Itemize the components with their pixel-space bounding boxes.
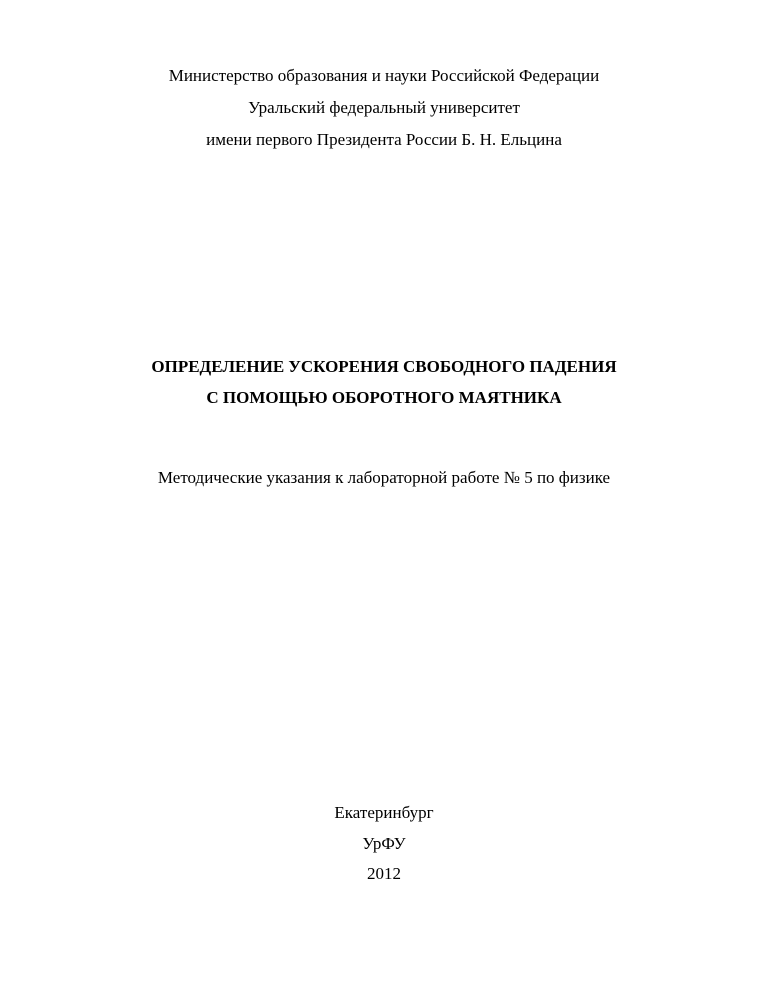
publication-city: Екатеринбург (334, 803, 434, 822)
university-name: Уральский федеральный университет (248, 98, 520, 117)
ministry-name: Министерство образования и науки Российской Федерации (168, 66, 600, 85)
document-subtitle: Методические указания к лабораторной работе № 5 по физике (157, 468, 611, 487)
document-title-line2: С ПОМОЩЬЮ ОБОРОТНОГО МАЯТНИКА (206, 388, 562, 407)
publication-year: 2012 (367, 864, 401, 883)
publisher-name: УрФУ (362, 834, 406, 853)
university-dedication: имени первого Президента России Б. Н. Ельцина (206, 130, 562, 149)
document-title-line1: ОПРЕДЕЛЕНИЕ УСКОРЕНИЯ СВОБОДНОГО ПАДЕНИЯ (151, 357, 617, 376)
